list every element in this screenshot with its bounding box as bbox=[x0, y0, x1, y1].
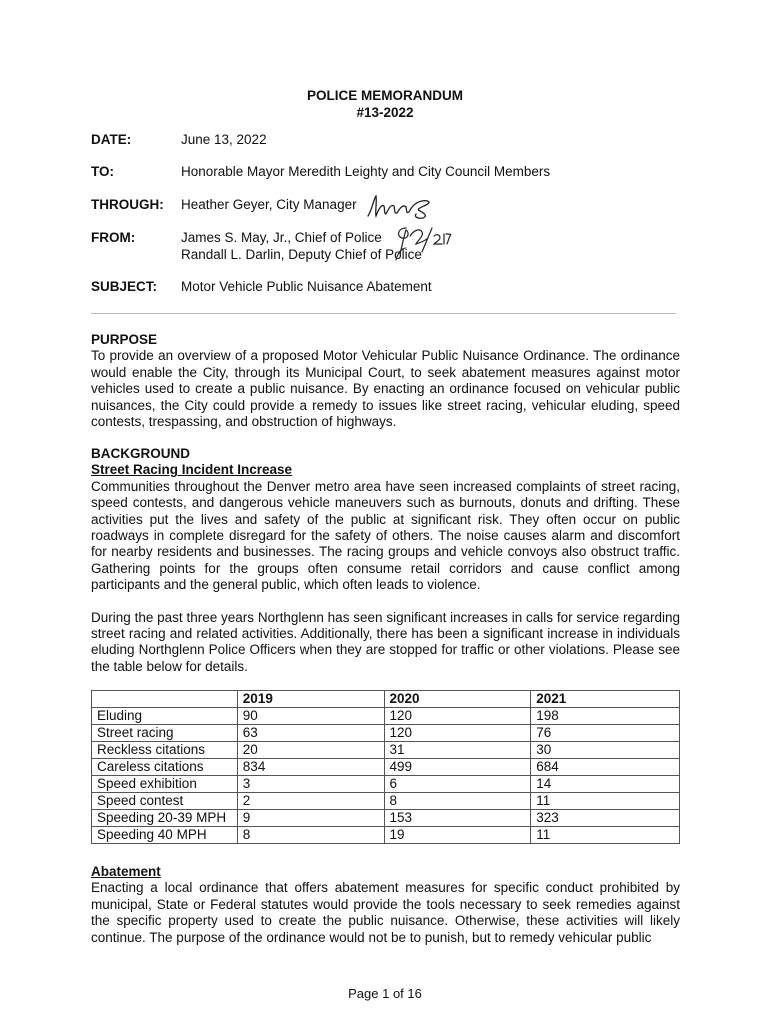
date-label: DATE: bbox=[91, 132, 132, 147]
table-cell: 6 bbox=[384, 776, 531, 793]
date-row bbox=[91, 132, 691, 152]
subject-row bbox=[91, 279, 691, 299]
street-racing-subheading: Street Racing Incident Increase bbox=[91, 462, 293, 478]
from-row bbox=[91, 230, 691, 266]
table-cell: 2 bbox=[237, 793, 384, 810]
table-cell: 3 bbox=[237, 776, 384, 793]
table-cell: 19 bbox=[384, 827, 531, 844]
purpose-section bbox=[91, 332, 680, 430]
to-label: TO: bbox=[91, 164, 114, 179]
table-cell: Eluding bbox=[92, 708, 238, 725]
to-row bbox=[91, 164, 691, 184]
subject-value: Motor Vehicle Public Nuisance Abatement bbox=[181, 279, 432, 294]
from-value-2: Randall L. Darlin, Deputy Chief of Police bbox=[181, 247, 422, 262]
page-number: Page 1 of 16 bbox=[348, 986, 422, 1001]
table-header-cell: 2020 bbox=[384, 691, 531, 708]
table-cell: 31 bbox=[384, 742, 531, 759]
background-paragraph-2: During the past three years Northglenn has seen significant increases in calls for service regarding street racing and related activities. Additionally, there has been a significant increase in individuals eluding Northglenn Police Officers when they are stopped for traffic or other violations. Please see the table below for details. bbox=[91, 609, 680, 674]
from-value-1: James S. May, Jr., Chief of Police bbox=[181, 230, 382, 245]
table-cell: 120 bbox=[384, 708, 531, 725]
table-cell: Reckless citations bbox=[92, 742, 238, 759]
table-cell: Speeding 20-39 MPH bbox=[92, 810, 238, 827]
table-row bbox=[92, 810, 680, 827]
table-cell: 30 bbox=[531, 742, 680, 759]
background-heading: BACKGROUND bbox=[91, 446, 190, 461]
table-cell: 323 bbox=[531, 810, 680, 827]
purpose-text: To provide an overview of a proposed Motor Vehicular Public Nuisance Ordinance. The ordinance would enable the City, through its Municipal Court, to seek abatement measures against motor vehicles used to create a public nuisance. By enacting an ordinance focused on vehicular public nuisances, the City could provide a remedy to issues like street racing, vehicular eluding, speed contests, trespassing, and obstruction of highways. bbox=[91, 348, 680, 430]
from-label: FROM: bbox=[91, 230, 136, 245]
table-header-cell: 2021 bbox=[531, 691, 680, 708]
date-value: June 13, 2022 bbox=[181, 132, 267, 147]
through-value: Heather Geyer, City Manager bbox=[181, 197, 357, 212]
table-cell: 153 bbox=[384, 810, 531, 827]
table-row bbox=[92, 827, 680, 844]
memo-title: POLICE MEMORANDUM bbox=[307, 88, 463, 103]
to-value: Honorable Mayor Meredith Leighty and City Council Members bbox=[181, 164, 551, 179]
abatement-heading: Abatement bbox=[91, 864, 161, 879]
header-divider bbox=[91, 313, 676, 314]
city-manager-initials-signature bbox=[366, 192, 438, 220]
background-section bbox=[91, 446, 680, 675]
table-cell: Speeding 40 MPH bbox=[92, 827, 238, 844]
table-cell: 499 bbox=[384, 759, 531, 776]
table-row bbox=[92, 793, 680, 810]
table-cell: Speed exhibition bbox=[92, 776, 238, 793]
table-row bbox=[92, 708, 680, 725]
abatement-text: Enacting a local ordinance that offers abatement measures for specific conduct prohibited by municipal, State or Federal statutes would provide the tools necessary to seek remedies against the specific property used to create the public nuisance. Otherwise, these activities will likely continue. The purpose of the ordinance would not be to punish, but to remedy vehicular public bbox=[91, 880, 680, 945]
memo-number: #13-2022 bbox=[356, 105, 414, 120]
table-row bbox=[92, 776, 680, 793]
table-cell: 63 bbox=[237, 725, 384, 742]
table-cell: Careless citations bbox=[92, 759, 238, 776]
table-header-row bbox=[92, 691, 680, 708]
table-cell: 198 bbox=[531, 708, 680, 725]
table-header-cell bbox=[92, 691, 238, 708]
through-label: THROUGH: bbox=[91, 197, 164, 212]
table-row bbox=[92, 742, 680, 759]
table-cell: 20 bbox=[237, 742, 384, 759]
table-cell: 8 bbox=[237, 827, 384, 844]
table-cell: 684 bbox=[531, 759, 680, 776]
table-cell: Street racing bbox=[92, 725, 238, 742]
table-cell: 11 bbox=[531, 827, 680, 844]
table-row bbox=[92, 725, 680, 742]
table-cell: 9 bbox=[237, 810, 384, 827]
table-cell: 11 bbox=[531, 793, 680, 810]
table-cell: 834 bbox=[237, 759, 384, 776]
table-cell: 76 bbox=[531, 725, 680, 742]
table-cell: 90 bbox=[237, 708, 384, 725]
table-cell: 14 bbox=[531, 776, 680, 793]
table-cell: 120 bbox=[384, 725, 531, 742]
table-row bbox=[92, 759, 680, 776]
table-header-cell: 2019 bbox=[237, 691, 384, 708]
abatement-section bbox=[91, 864, 680, 946]
subject-label: SUBJECT: bbox=[91, 279, 158, 294]
table-cell: 8 bbox=[384, 793, 531, 810]
chief-initials-signature bbox=[392, 222, 454, 264]
background-paragraph-1: Communities throughout the Denver metro area have seen increased complaints of street racing, speed contests, and dangerous vehicle maneuvers such as burnouts, donuts and drifting. These activities put the lives and safety of the public at significant risk. They often occur on public roadways in complete disregard for the safety of others. The noise causes alarm and discomfort for nearby residents and businesses. The racing groups and vehicle convoys also obstruct traffic. Gathering points for the groups often consume retail corridors and cause conflict among participants and the general public, which often leads to violence. bbox=[91, 478, 680, 593]
incident-statistics-table bbox=[91, 690, 680, 844]
purpose-heading: PURPOSE bbox=[91, 332, 158, 347]
table-cell: Speed contest bbox=[92, 793, 238, 810]
